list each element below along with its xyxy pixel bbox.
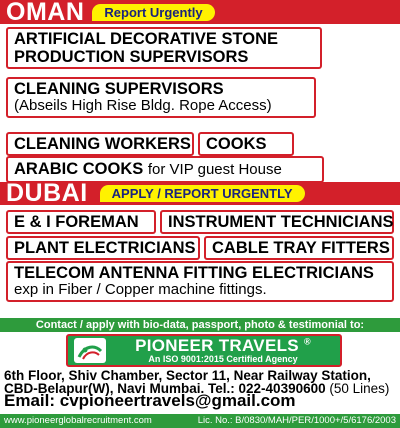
job-note: for VIP guest House — [147, 161, 282, 178]
email-label: Email: — [4, 391, 56, 410]
job-plant-electricians: PLANT ELECTRICIANS — [6, 236, 200, 260]
job-title-line2: PRODUCTION SUPERVISORS — [14, 48, 249, 67]
job-title: CLEANING SUPERVISORS — [14, 80, 224, 98]
website-link[interactable]: www.pioneerglobalrecruitment.com — [4, 415, 152, 426]
job-note: exp in Fiber / Copper machine fittings. — [14, 281, 267, 299]
job-instrument-technicians: INSTRUMENT TECHNICIANS — [160, 210, 394, 234]
job-box — [6, 27, 322, 69]
job-row-plant-cable — [6, 236, 394, 260]
job-note: (Abseils High Rise Bldg. Rope Access) — [14, 97, 272, 115]
job-cooks: COOKS — [198, 132, 294, 156]
job-title: TELECOM ANTENNA FITTING ELECTRICIANS — [14, 264, 374, 282]
job-cleaning-workers: CLEANING WORKERS — [6, 132, 194, 156]
job-box — [6, 261, 394, 302]
oman-header — [0, 0, 400, 24]
job-cable-tray-fitters: CABLE TRAY FITTERS — [204, 236, 394, 260]
job-cleaning-supervisors — [6, 77, 316, 118]
address-line1: 6th Floor, Shiv Chamber, Sector 11, Near Railway Station, — [4, 368, 371, 383]
company-name-text: PIONEER TRAVELS — [135, 335, 299, 355]
pioneer-logo-icon — [74, 338, 106, 363]
job-ei-foreman: E & I FOREMAN — [6, 210, 156, 234]
email-address[interactable]: cvpioneertravels@gmail.com — [59, 391, 296, 410]
iso-certification: An ISO 9001:2015 Certified Agency — [148, 353, 298, 364]
job-row-cleaning-cooks — [6, 132, 294, 156]
oman-country-title: OMAN — [6, 0, 85, 26]
dubai-report-tag: APPLY / REPORT URGENTLY — [100, 185, 305, 202]
company-text — [106, 337, 340, 365]
dubai-country-title: DUBAI — [6, 179, 88, 207]
phone-lines: (50 Lines) — [329, 381, 390, 396]
registered-mark: ® — [303, 335, 311, 346]
address-city: CBD-Belapur(W), Navi Mumbai. Tel.: — [4, 381, 235, 396]
job-box — [6, 77, 316, 118]
phone-number: 022-40390600 — [238, 381, 326, 396]
contact-instruction: Contact / apply with bio-data, passport, photo & testimonial to: — [0, 318, 400, 332]
company-name — [106, 337, 340, 354]
oman-report-tag: Report Urgently — [92, 4, 214, 21]
footer-bar — [0, 414, 400, 428]
licence-number: Lic. No.: B/0830/MAH/PER/1000+/5/6176/2003 — [197, 415, 396, 426]
job-title: ARABIC COOKS — [14, 160, 144, 178]
job-title-line1: ARTIFICIAL DECORATIVE STONE — [14, 30, 279, 48]
dubai-header — [0, 179, 400, 207]
company-banner — [66, 334, 342, 367]
email-row — [4, 391, 296, 411]
job-row-foreman-instrument — [6, 210, 394, 234]
job-telecom — [6, 261, 394, 302]
job-artificial-stone — [6, 27, 322, 69]
